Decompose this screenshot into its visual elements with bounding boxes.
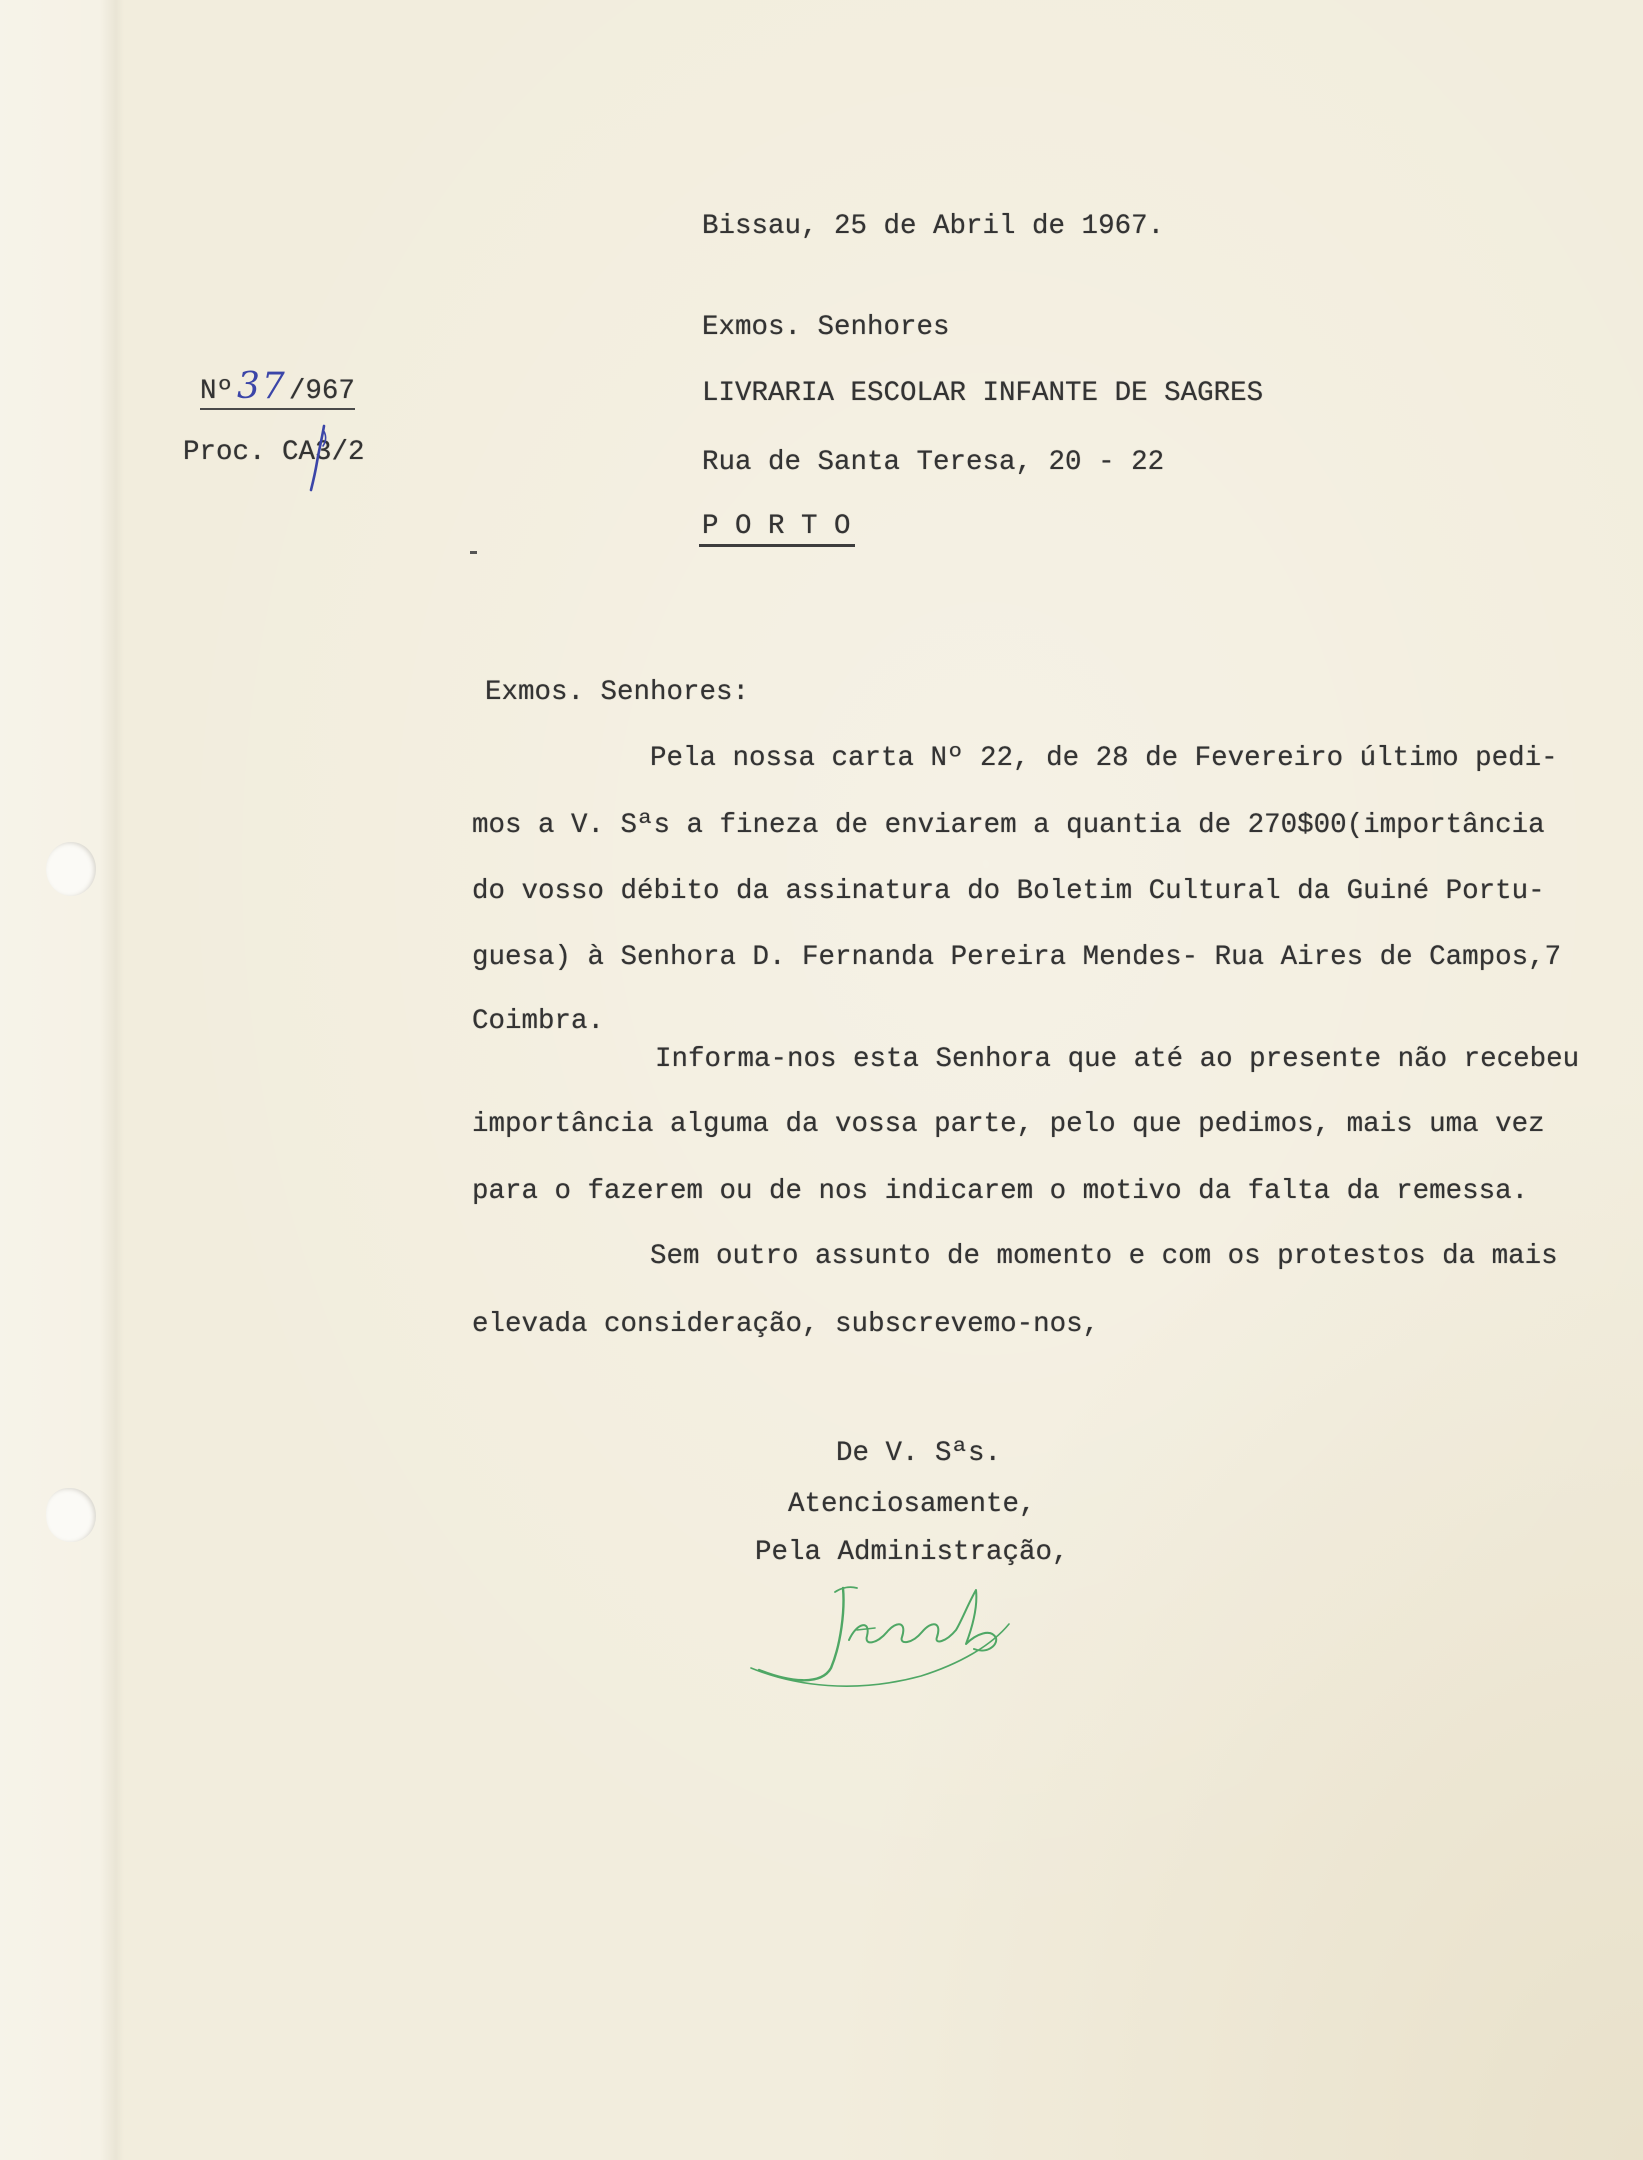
recipient-name: LIVRARIA ESCOLAR INFANTE DE SAGRES — [702, 378, 1264, 409]
process-reference: Proc. CA3/2 — [183, 437, 365, 468]
reference-number — [200, 366, 355, 410]
signature — [745, 1582, 1017, 1706]
closing-line-1: De V. Sªs. — [836, 1438, 1002, 1469]
body-line: importância alguma da vossa parte, pelo que pedimos, mais uma vez — [472, 1109, 1545, 1140]
recipient-city: P O R T O — [702, 511, 851, 542]
closing-line-2: Atenciosamente, — [788, 1489, 1036, 1520]
punch-hole-top — [46, 842, 96, 896]
body-line: guesa) à Senhora D. Fernanda Pereira Mendes- Rua Aires de Campos,7 — [472, 942, 1562, 973]
body-line: elevada consideração, subscrevemo-nos, — [472, 1309, 1100, 1340]
greeting: Exmos. Senhores: — [485, 677, 750, 708]
body-line: Coimbra. — [472, 1006, 605, 1037]
handwritten-proc-stroke — [306, 424, 330, 492]
reference-number-suffix: /967 — [288, 376, 355, 407]
date-line: Bissau, 25 de Abril de 1967. — [702, 211, 1165, 242]
punch-hole-bottom — [46, 1488, 96, 1542]
city-underline — [699, 544, 855, 547]
closing-line-3: Pela Administração, — [755, 1537, 1069, 1568]
body-line: mos a V. Sªs a fineza de enviarem a quantia de 270$00(importância — [472, 810, 1545, 841]
body-line: Sem outro assunto de momento e com os protestos da mais — [650, 1241, 1558, 1272]
stray-mark — [470, 551, 477, 554]
body-line: do vosso débito da assinatura do Boletim Cultural da Guiné Portu- — [472, 876, 1545, 907]
body-line: para o fazerem ou de nos indicarem o motivo da falta da remessa. — [472, 1176, 1529, 1207]
body-line: Pela nossa carta Nº 22, de 28 de Fevereiro último pedi- — [650, 743, 1558, 774]
reference-number-prefix: Nº — [200, 376, 234, 407]
recipient-street: Rua de Santa Teresa, 20 - 22 — [702, 447, 1165, 478]
recipient-salutation: Exmos. Senhores — [702, 312, 950, 343]
body-line: Informa-nos esta Senhora que até ao presente não recebeu — [655, 1044, 1580, 1075]
reference-number-handwritten: 37 — [237, 366, 287, 407]
